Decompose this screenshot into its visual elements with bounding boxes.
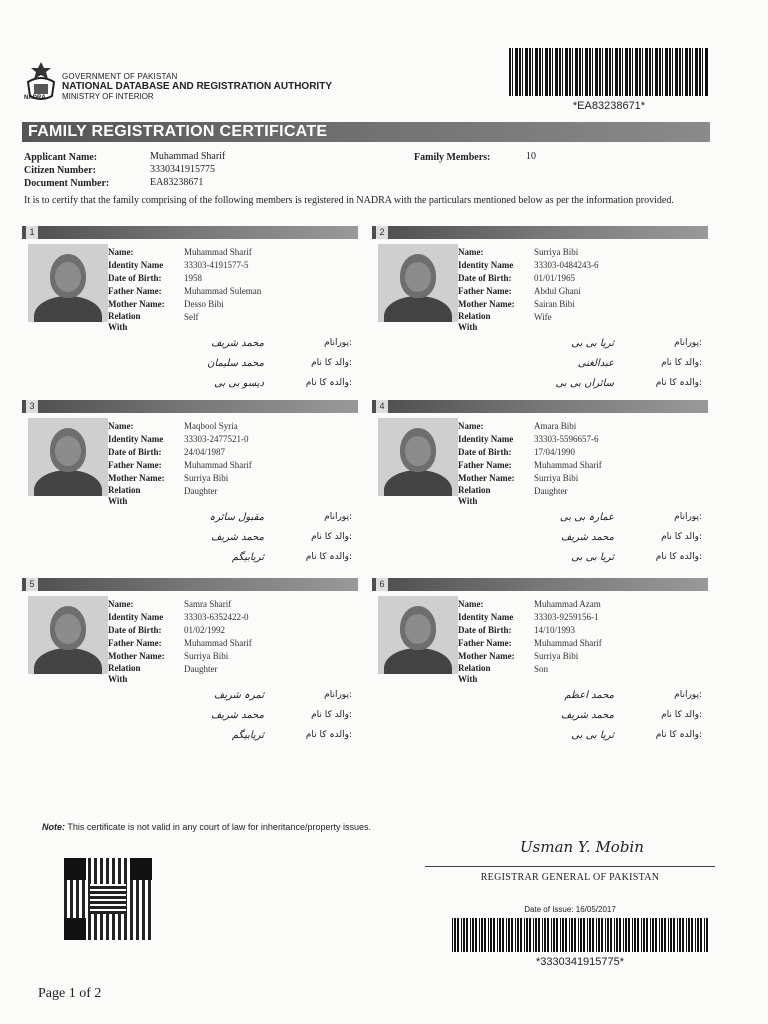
- identity-label: Identity Name: [108, 612, 164, 622]
- urdu-mother-row: [102, 552, 352, 568]
- member-identity: 33303-0484243-6: [534, 260, 599, 270]
- identity-label: Identity Name: [108, 260, 164, 270]
- member-identity: 33303-9259156-1: [534, 612, 599, 622]
- urdu-name-label: پورانام:: [674, 690, 702, 700]
- urdu-mother-row: [452, 552, 702, 568]
- urdu-father-name: محمد شریف: [210, 710, 264, 721]
- member-card: [372, 226, 708, 396]
- father-label: Father Name:: [458, 286, 512, 296]
- dob-label: Date of Birth:: [108, 273, 162, 283]
- member-header-bar: [22, 578, 358, 591]
- member-name: Samra Sharif: [184, 599, 232, 609]
- urdu-name-row: [452, 338, 702, 354]
- urdu-father-label: والد کا نام:: [661, 532, 702, 542]
- member-father: Muhammad Sharif: [184, 460, 252, 470]
- urdu-name-label: پورانام:: [674, 338, 702, 348]
- urdu-member-name: عمارہ بی بی: [559, 512, 614, 523]
- note-label: Note:: [42, 822, 65, 832]
- urdu-mother-label: والدہ کا نام:: [655, 730, 702, 740]
- member-dob: 01/02/1992: [184, 625, 226, 635]
- urdu-member-name: ثمرہ شریف: [213, 690, 264, 701]
- member-details: [108, 420, 324, 507]
- qr-code: [64, 858, 152, 940]
- member-identity: 33303-6352422-0: [184, 612, 249, 622]
- registrar-signature: Usman Y. Mobin: [520, 838, 644, 856]
- document-number-label: Document Number:: [24, 178, 110, 189]
- father-label: Father Name:: [108, 460, 162, 470]
- member-number: 4: [376, 400, 388, 413]
- urdu-member-name: محمد اعظم: [564, 690, 614, 701]
- urdu-member-name: مقبول سائرہ: [209, 512, 264, 523]
- urdu-mother-name: ثریا بی بی: [571, 552, 614, 563]
- relation-label: Relation With: [108, 663, 141, 684]
- identity-label: Identity Name: [458, 612, 514, 622]
- member-card: [22, 400, 358, 570]
- member-number: 2: [376, 226, 388, 239]
- dob-label: Date of Birth:: [108, 447, 162, 457]
- member-details: [108, 598, 324, 685]
- note-text: This certificate is not valid in any court of law for inheritance/property issues.: [67, 822, 371, 832]
- member-father: Muhammad Suleman: [184, 286, 262, 296]
- member-relation: Daughter: [184, 664, 218, 674]
- member-father: Muhammad Sharif: [534, 638, 602, 648]
- urdu-father-label: والد کا نام:: [661, 710, 702, 720]
- name-label: Name:: [458, 421, 484, 431]
- signature-line: [425, 866, 715, 867]
- urdu-name-label: پورانام:: [324, 338, 352, 348]
- document-barcode: [509, 48, 709, 96]
- member-mother: Surriya Bibi: [534, 473, 579, 483]
- urdu-member-name: ثریا بی بی: [571, 338, 614, 349]
- mother-label: Mother Name:: [458, 473, 515, 483]
- member-details: [108, 246, 324, 333]
- urdu-mother-name: سائراں بی بی: [555, 378, 614, 389]
- member-photo: [378, 596, 458, 674]
- mother-label: Mother Name:: [108, 299, 165, 309]
- member-number: 3: [26, 400, 38, 413]
- urdu-mother-row: [102, 378, 352, 394]
- member-mother: Surriya Bibi: [184, 651, 229, 661]
- member-card: [22, 226, 358, 396]
- nadra-logo-text: NADRA: [24, 95, 46, 101]
- member-relation: Wife: [534, 312, 552, 322]
- citizen-barcode-text: *3330341915775*: [535, 956, 625, 968]
- member-header-bar: [372, 400, 708, 413]
- page-number: Page 1 of 2: [38, 986, 102, 1001]
- relation-label: Relation With: [458, 311, 491, 332]
- validity-note: [42, 822, 371, 832]
- urdu-name-label: پورانام:: [324, 690, 352, 700]
- relation-label: Relation With: [108, 311, 141, 332]
- member-header-bar: [372, 578, 708, 591]
- father-label: Father Name:: [108, 638, 162, 648]
- urdu-father-label: والد کا نام:: [311, 358, 352, 368]
- name-label: Name:: [108, 421, 134, 431]
- urdu-mother-row: [452, 378, 702, 394]
- org-ministry: MINISTRY OF INTERIOR: [62, 92, 154, 101]
- identity-label: Identity Name: [458, 434, 514, 444]
- issue-date: Date of Issue: 16/05/2017: [524, 905, 616, 914]
- member-mother: Sairan Bibi: [534, 299, 575, 309]
- urdu-mother-label: والدہ کا نام:: [305, 552, 352, 562]
- member-dob: 01/01/1965: [534, 273, 576, 283]
- member-identity: 33303-5596657-6: [534, 434, 599, 444]
- certificate-title: FAMILY REGISTRATION CERTIFICATE: [28, 123, 328, 140]
- citizen-barcode: [452, 918, 708, 952]
- certification-statement: It is to certify that the family comprising of the following members is registered in NADRA with the particulars mentioned below as per the information provided.: [24, 195, 674, 206]
- member-details: [458, 246, 674, 333]
- urdu-name-row: [102, 690, 352, 706]
- name-label: Name:: [108, 599, 134, 609]
- registrar-title: REGISTRAR GENERAL OF PAKISTAN: [480, 872, 660, 883]
- org-government: GOVERNMENT OF PAKISTAN: [62, 72, 178, 81]
- urdu-name-row: [102, 512, 352, 528]
- organization-heading: [62, 72, 332, 102]
- member-photo: [28, 418, 108, 496]
- member-header-bar: [372, 226, 708, 239]
- family-members-label: Family Members:: [414, 152, 491, 163]
- dob-label: Date of Birth:: [458, 447, 512, 457]
- member-dob: 24/04/1987: [184, 447, 226, 457]
- urdu-mother-name: ثریا بی بی: [571, 730, 614, 741]
- dob-label: Date of Birth:: [458, 273, 512, 283]
- member-father: Abdul Ghani: [534, 286, 581, 296]
- member-card: [372, 578, 708, 748]
- urdu-father-row: [452, 358, 702, 374]
- member-header-bar: [22, 400, 358, 413]
- dob-label: Date of Birth:: [458, 625, 512, 635]
- relation-label: Relation With: [458, 485, 491, 506]
- member-number: 5: [26, 578, 38, 591]
- urdu-member-name: محمد شریف: [210, 338, 264, 349]
- member-name: Surriya Bibi: [534, 247, 579, 257]
- urdu-mother-label: والدہ کا نام:: [305, 730, 352, 740]
- mother-label: Mother Name:: [458, 651, 515, 661]
- member-name: Muhammad Sharif: [184, 247, 252, 257]
- urdu-father-label: والد کا نام:: [311, 532, 352, 542]
- member-number: 1: [26, 226, 38, 239]
- member-dob: 14/10/1993: [534, 625, 576, 635]
- member-relation: Daughter: [534, 486, 568, 496]
- member-header-bar: [22, 226, 358, 239]
- relation-label: Relation With: [458, 663, 491, 684]
- citizen-number: 3330341915775: [150, 164, 215, 175]
- member-name: Muhammad Azam: [534, 599, 601, 609]
- mother-label: Mother Name:: [458, 299, 515, 309]
- member-dob: 1958: [184, 273, 202, 283]
- member-mother: Surriya Bibi: [184, 473, 229, 483]
- father-label: Father Name:: [458, 460, 512, 470]
- father-label: Father Name:: [108, 286, 162, 296]
- member-identity: 33303-2477521-0: [184, 434, 249, 444]
- urdu-mother-name: ثریابیگم: [231, 730, 264, 741]
- name-label: Name:: [108, 247, 134, 257]
- mother-label: Mother Name:: [108, 651, 165, 661]
- member-number: 6: [376, 578, 388, 591]
- urdu-mother-name: ثریابیگم: [231, 552, 264, 563]
- member-details: [458, 598, 674, 685]
- urdu-mother-row: [452, 730, 702, 746]
- member-name: Maqbool Syria: [184, 421, 238, 431]
- member-card: [22, 578, 358, 748]
- document-number: EA83238671: [150, 177, 204, 188]
- member-relation: Daughter: [184, 486, 218, 496]
- urdu-father-label: والد کا نام:: [661, 358, 702, 368]
- urdu-mother-label: والدہ کا نام:: [305, 378, 352, 388]
- member-photo: [378, 244, 458, 322]
- member-name: Amara Bibi: [534, 421, 577, 431]
- document-barcode-text: *EA83238671*: [572, 100, 646, 112]
- member-relation: Self: [184, 312, 199, 322]
- urdu-father-name: محمد شریف: [210, 532, 264, 543]
- name-label: Name:: [458, 599, 484, 609]
- member-details: [458, 420, 674, 507]
- urdu-father-name: محمد سلیمان: [207, 358, 264, 369]
- member-identity: 33303-4191577-5: [184, 260, 249, 270]
- member-father: Muhammad Sharif: [534, 460, 602, 470]
- family-members-count: 10: [526, 151, 536, 162]
- member-mother: Desso Bibi: [184, 299, 224, 309]
- relation-label: Relation With: [108, 485, 141, 506]
- urdu-name-row: [452, 690, 702, 706]
- member-photo: [378, 418, 458, 496]
- urdu-father-row: [452, 710, 702, 726]
- member-photo: [28, 244, 108, 322]
- urdu-name-label: پورانام:: [674, 512, 702, 522]
- father-label: Father Name:: [458, 638, 512, 648]
- member-photo: [28, 596, 108, 674]
- name-label: Name:: [458, 247, 484, 257]
- urdu-name-row: [452, 512, 702, 528]
- urdu-father-row: [102, 358, 352, 374]
- member-dob: 17/04/1990: [534, 447, 576, 457]
- urdu-father-row: [102, 710, 352, 726]
- urdu-mother-label: والدہ کا نام:: [655, 378, 702, 388]
- urdu-mother-label: والدہ کا نام:: [655, 552, 702, 562]
- citizen-number-label: Citizen Number:: [24, 165, 96, 176]
- urdu-father-name: عبدالغنی: [577, 358, 614, 369]
- identity-label: Identity Name: [458, 260, 514, 270]
- mother-label: Mother Name:: [108, 473, 165, 483]
- urdu-father-name: محمد شریف: [560, 532, 614, 543]
- org-authority: NATIONAL DATABASE AND REGISTRATION AUTHORITY: [62, 81, 332, 92]
- urdu-mother-row: [102, 730, 352, 746]
- urdu-name-row: [102, 338, 352, 354]
- urdu-father-name: محمد شریف: [560, 710, 614, 721]
- member-card: [372, 400, 708, 570]
- urdu-father-row: [102, 532, 352, 548]
- applicant-name: Muhammad Sharif: [150, 151, 226, 162]
- identity-label: Identity Name: [108, 434, 164, 444]
- applicant-name-label: Applicant Name:: [24, 152, 98, 163]
- urdu-father-row: [452, 532, 702, 548]
- member-mother: Surriya Bibi: [534, 651, 579, 661]
- member-relation: Son: [534, 664, 549, 674]
- urdu-mother-name: دیسو بی بی: [214, 378, 264, 389]
- urdu-father-label: والد کا نام:: [311, 710, 352, 720]
- dob-label: Date of Birth:: [108, 625, 162, 635]
- member-father: Muhammad Sharif: [184, 638, 252, 648]
- urdu-name-label: پورانام:: [324, 512, 352, 522]
